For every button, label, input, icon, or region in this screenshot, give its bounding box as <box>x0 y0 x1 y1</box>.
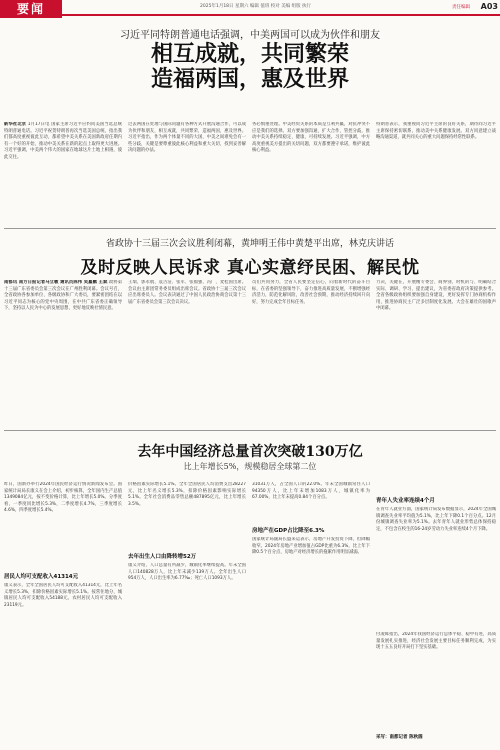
masthead <box>0 0 500 18</box>
story1-kicker: 习近平同特朗普通电话强调，中美两国可以成为伙伴和朋友 <box>120 30 380 41</box>
story3-subhead-4: 青年人失业率连续4个月 <box>376 498 435 504</box>
story1-title-line2: 造福两国，惠及世界 <box>150 66 349 92</box>
story2-byline: 南都讯 南方日报记者马立敏 通讯员陈伟 吴嘉鹏 王斌 <box>4 280 108 285</box>
story3-subtitle: 比上年增长5%，规模稳居全球第二位 <box>183 462 317 471</box>
masthead-rule <box>62 14 500 16</box>
story2-kicker: 省政协十三届三次会议胜利闭幕，黄坤明王伟中黄楚平出席，林克庆讲话 <box>105 239 394 249</box>
story2-column-2: 王瑞、郭永航、袁古洁、张军、张福强、冯广、麦桂国出席。会议由主席团常务委员组成出席会议。省政协十三届三次会议应出席委员人。会议表决通过了中国人民政治协商会议第十三届广东省委员会第三次会议决议。 <box>128 280 246 305</box>
story3-byline: 采写：南都记者 陈秋圆 <box>376 735 423 740</box>
section-divider-2 <box>4 430 496 431</box>
story1-column-1 <box>4 122 122 222</box>
story1-dateline: 新华社北京 <box>4 122 27 127</box>
story3-column-3-tail: 国家统计局副局长盛来运表示，房地产开发投资下降，但降幅收窄。2024年房地产业增加值占GDP比重为6.3%，比上年下降0.5个百分点，房地产对经济增长的拖累作用明显减弱。 <box>252 537 370 556</box>
story3-subhead-3: 房地产在GDP占比降至6.3% <box>252 528 325 534</box>
story2-column-4: 力决，关键在，开展精专委会、商界别、时机的与、明确结合实际、调研、学习、提出建议，为省委省政府决策提供参考。全省各级政协组织要加强自身建设，更好发挥专门协商机构作用，推进协商民主广泛多层制度化发展。大会在雄壮的国歌声中闭幕。 <box>376 280 496 312</box>
story1-column-2: 过去两国在处理与国际问题有各种方式开展沟通合作，可以成为伙伴和朋友，相互成就，共同繁荣，造福两国，惠及世界。习近平指出，作为两个体量不同的大国，中美之间难免会有一些分歧，关键是要尊重彼此核心利益和重大关切，找到妥善解决问题的办法。 <box>128 122 246 154</box>
story3-title: 去年中国经济总量首次突破130万亿 <box>137 444 363 460</box>
story3-column-1: 昨日，国新办举行2024年国民经济运行情况新闻发布会。国家统计局局长康义在会上介绍，初步核算，全年国内生产总值1349084亿元，按不变价格计算，比上年增长5.0%。分季度看，一季度同比增长5.3%，二季度增长4.7%，三季度增长4.6%，四季度增长5.4%。 <box>4 482 122 514</box>
story3-column-1-tail: 康义表示，全年全国居民人均可支配收入41314元，比上年名义增长5.3%，扣除价格因素实际增长5.1%。按常住地分，城镇居民人均可支配收入54188元，农村居民人均可支配收入23119元。 <box>4 583 122 608</box>
section-divider-1 <box>4 228 496 229</box>
story1-column-4: 特朗普表示，我重视同习近平主席的良好关系，期待同习近平主席保持密切联系，推动美中关系健康发展。双方同意建立战略沟通渠道，就共同关心的重大问题保持经常性联系。 <box>376 122 496 141</box>
story2-column-1 <box>4 280 122 420</box>
story3-subhead-2: 去年出生人口由降转增52万 <box>128 554 197 560</box>
page-number: A03 <box>480 2 498 11</box>
story3-column-3: 31031万人，占全国人口的22.0%。年末全国城镇常住人口94350万人，比上年末增加1083万人，城镇化率为67.00%，比上年末提高0.84个百分点。 <box>252 482 370 501</box>
masthead-meta: 2025年1月18日 星期六 编辑 值班 校对 美编 组版 执行 <box>200 4 312 9</box>
story3-column-4-tail: 付凌晖指出，2024年我国经济运行总体平稳、稳中有进，高质量发展扎实推进，经济社会发展主要目标任务顺利完成，为实现十五五良好开局打下坚实基础。 <box>376 632 496 651</box>
story1-col1-text: 1月17日电 国家主席习近平应约同美国当选总统特朗普通电话。习近平祝贺特朗普再次当选美国总统，指出我们都高度重视彼此互动，都希望中美关系在美国新政府任期内有一个好的开始，推动中美关系在新的起点上取得更大进展。习近平强调，中美两个伟大的国家在地球这片土地上相遇，彼此交往。 <box>4 122 122 160</box>
story3-column-2: 价格因素实际增长5.1%。全年全国居民人均消费支出28227元，比上年名义增长5.3%，扣除价格因素影响实际增长5.1%。全年社会消费品零售总额487895亿元，比上年增长3.5%。 <box>128 482 246 507</box>
section-label: 要闻 <box>0 0 62 18</box>
story3-column-4: 在青年人就业方面，国家统计局发布数据显示，2024年全国城镇调查失业率平均值为5.1%，比上年下降0.1个百分点。12月份城镇调查失业率为5.1%。去年青年人就业形势总体保持稳定，不包含在校生的16-24岁劳动力失业率连续4个月下降。 <box>376 507 496 532</box>
story3-column-2-tail: 康义介绍，人口总量有所减少，城镇化率继续提高。年末全国人口140828万人，比上年末减少139万人。全年出生人口954万人，人口出生率为6.77‰；死亡人口1093万人。 <box>128 563 246 582</box>
story1-title-line1: 相互成就，共同繁荣 <box>150 41 349 67</box>
story2-col1-text: 政协第十三届广东省委员会第三次会议在广州胜利闭幕。会议号召，全省政协各参加单位、各级政协和广大委员，要紧密团结在以习近平同志为核心的党中央周围，在中共广东省委正确领导下，坚持以人民为中心的发展思想，更好地反映社情民意。 <box>4 280 122 312</box>
story2-title: 及时反映人民诉求 真心实意纾民困、解民忧 <box>80 258 420 278</box>
story1-column-3: 务必慎重处理。中美经贸关系的本质是互利共赢，对抗冲突不应是我们的选择。双方要加强沟通，扩大合作，管控分歧，推动中美关系持续稳定、健康、可持续发展。习近平强调，中方高度重视美方提出的关切问题，双方都要遵守承诺，维护彼此核心利益。 <box>252 122 370 154</box>
story2-column-3: 员们共同努力，全省人民要坚定信心，向着新时代的奋斗目标，在省委的坚强领导下，奋力推进高质量发展，不断增强经济活力，防范化解风险，改善社会预期，推动经济持续回升向好，努力完成全年目标任务。 <box>252 280 370 305</box>
masthead-editor: 责任编辑 <box>452 5 470 10</box>
story3-subhead-1: 居民人均可支配收入41314元 <box>4 574 79 580</box>
